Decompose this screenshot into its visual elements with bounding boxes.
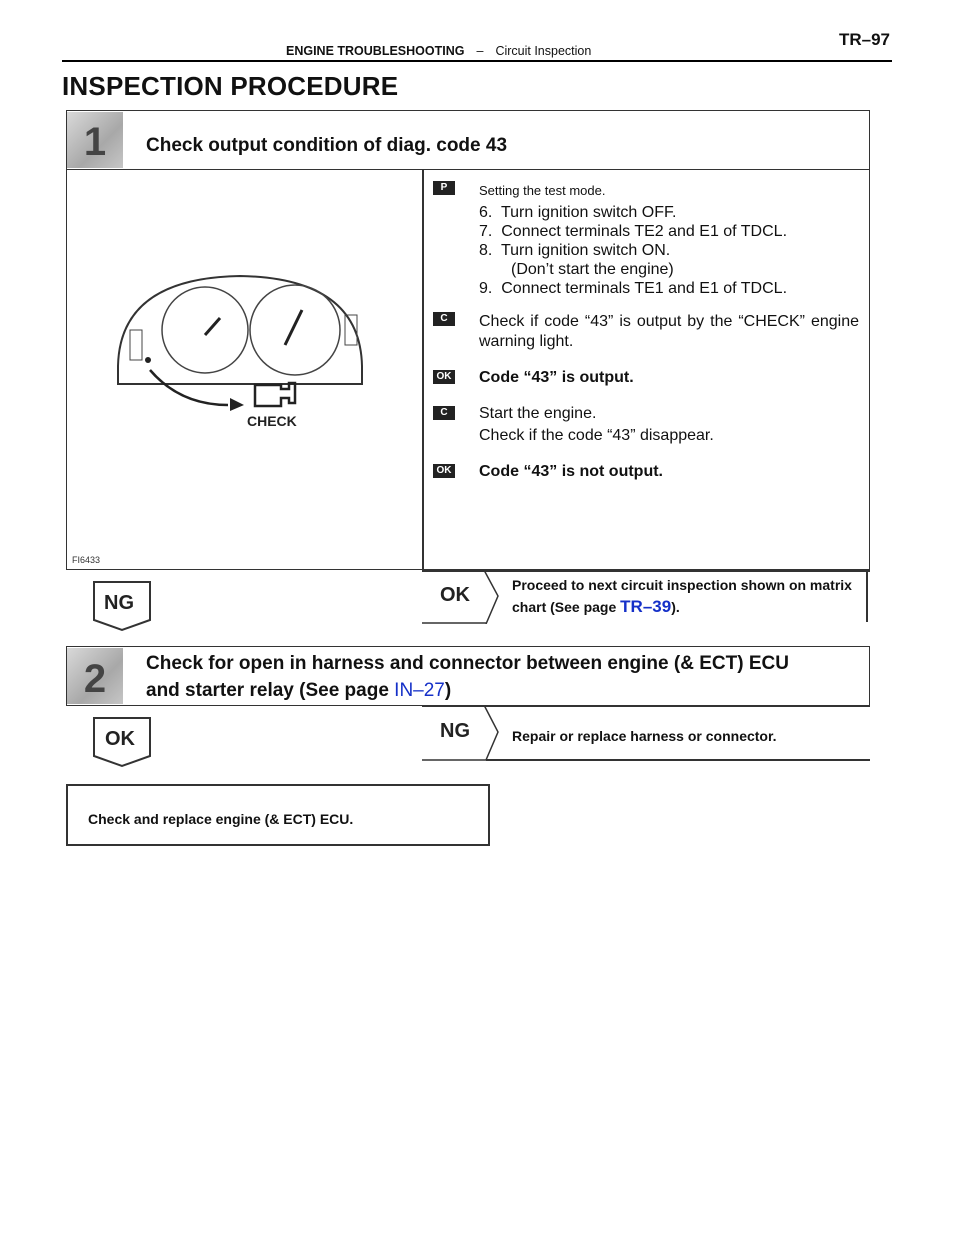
ok-icon-2: OK	[433, 464, 455, 478]
step2-number: 2	[67, 648, 123, 704]
speedo-needle	[285, 310, 302, 345]
prep-icon: P	[433, 181, 455, 195]
page-number: TR–97	[838, 30, 890, 49]
pointer-arrowhead	[230, 398, 244, 411]
step2-title-suffix: )	[444, 680, 452, 701]
cluster-outline	[118, 276, 362, 384]
instruction-8-note: (Don’t start the engine)	[511, 261, 674, 278]
link-in-27[interactable]: IN–27	[394, 680, 445, 701]
step2-title-line2	[146, 677, 451, 705]
step1-number: 1	[67, 112, 123, 168]
instrument-cluster-figure	[70, 180, 420, 568]
section-title: ENGINE TROUBLESHOOTING	[286, 44, 465, 58]
page-title: INSPECTION PROCEDURE	[62, 71, 399, 101]
ok2-text: Code “43” is not output.	[479, 463, 663, 480]
instruction-7: 7. Connect terminals TE2 and E1 of TDCL.	[479, 223, 788, 240]
header-separator: –	[476, 44, 484, 58]
instruction-8: 8. Turn ignition switch ON.	[479, 242, 671, 259]
step1-ok-right-rule	[866, 570, 868, 622]
instruction-6: 6. Turn ignition switch OFF.	[479, 204, 677, 221]
figure-id: FI6433	[72, 555, 101, 565]
check2-line1: Start the engine.	[479, 405, 597, 422]
setting-text: Setting the test mode.	[479, 183, 606, 198]
step2-ng-bottom-rule	[486, 759, 870, 761]
step2-title-line1: Check for open in harness and connector between engine (& ECT) ECU	[146, 653, 789, 674]
tach-needle	[205, 318, 220, 335]
ok-icon-1: OK	[433, 370, 455, 384]
pointer-arrow	[150, 370, 228, 405]
check-icon-1: C	[433, 312, 455, 326]
check2-line2: Check if the code “43” disappear.	[479, 427, 714, 444]
step2-ng-action: Repair or replace harness or connector.	[512, 728, 777, 744]
warning-lamp-spot	[145, 357, 151, 363]
step1-ng-label: NG	[104, 592, 134, 614]
step2-ng-label: NG	[440, 720, 470, 742]
step1-title: Check output condition of diag. code 43	[146, 135, 508, 156]
ok-action-suffix: ).	[671, 599, 680, 615]
left-gauge	[130, 330, 142, 360]
check-label: CHECK	[247, 413, 297, 429]
speedometer	[250, 285, 340, 375]
step2-title-prefix: and starter relay (See page	[146, 680, 395, 701]
check-icon-2: C	[433, 406, 455, 420]
final-action-text: Check and replace engine (& ECT) ECU.	[88, 811, 354, 827]
check-engine-icon	[255, 383, 295, 406]
instruction-9: 9. Connect terminals TE1 and E1 of TDCL.	[479, 280, 788, 297]
running-header	[286, 44, 591, 58]
step1-ok-action	[512, 574, 862, 618]
step2-ok-label: OK	[105, 728, 135, 750]
step1-ok-label: OK	[440, 584, 470, 606]
tachometer	[162, 287, 248, 373]
header-rule	[62, 60, 892, 62]
check1-text: Check if code “43” is output by the “CHECK” engine warning light.	[479, 313, 859, 350]
ok1-text: Code “43” is output.	[479, 369, 634, 386]
ok-action-text: Proceed to next circuit inspection shown on matrix chart (See page	[512, 577, 852, 615]
step1-column-divider	[422, 169, 424, 570]
link-tr-39[interactable]: TR–39	[620, 597, 672, 616]
subsection-title: Circuit Inspection	[495, 44, 592, 58]
